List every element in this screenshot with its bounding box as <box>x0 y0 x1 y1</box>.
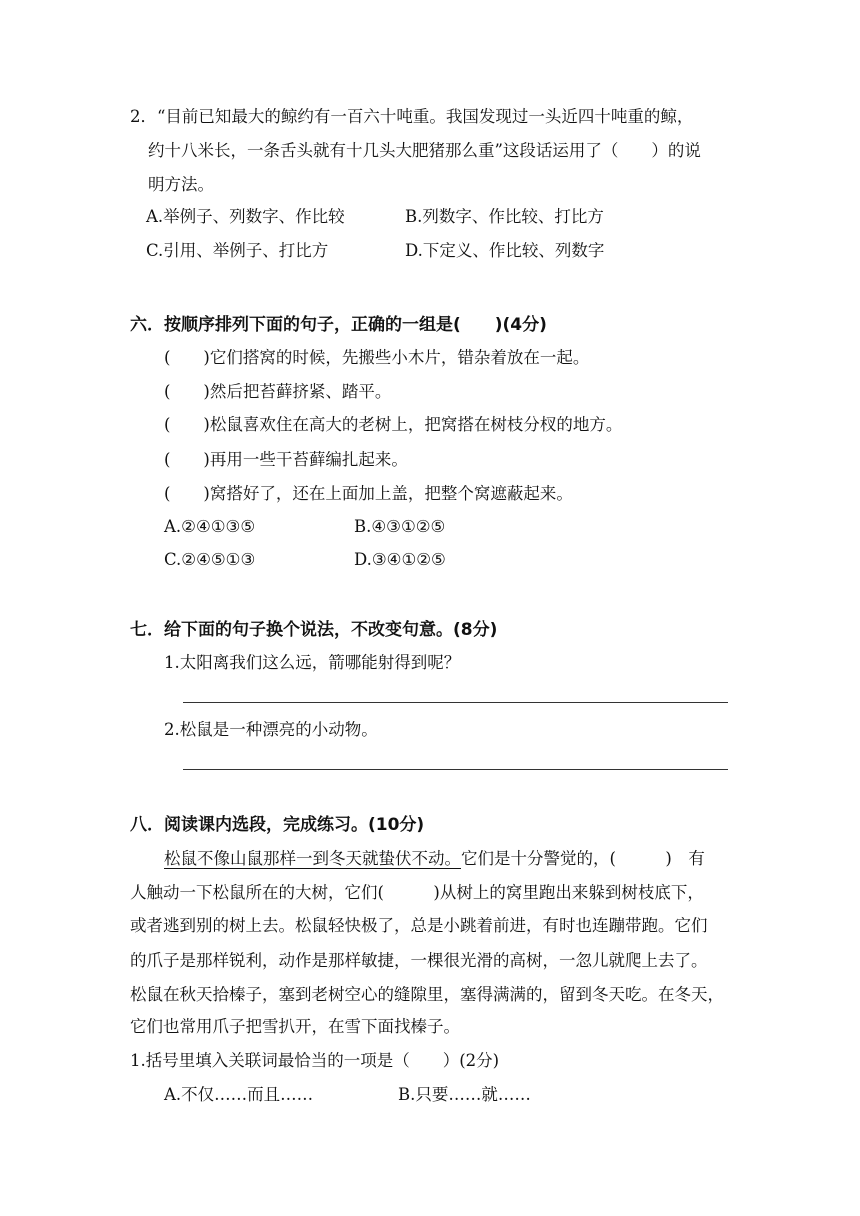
section7-item-1: 1.太阳离我们这么远，箭哪能射得到呢？ <box>164 653 461 672</box>
passage-line-3: 或者逃到别的树上去。松鼠轻快极了，总是小跳着前进，有时也连蹦带跑。它们 <box>130 916 708 935</box>
passage-line-1 <box>164 848 705 870</box>
section6-item-5: ( )窝搭好了，还在上面加上盖，把整个窝遮蔽起来。 <box>164 484 573 503</box>
answer-line-2[interactable] <box>183 769 728 770</box>
q2-line-2: 约十八米长，一条舌头就有十几头大肥猪那么重”这段话运用了（ ）的说 <box>148 141 701 160</box>
section6-item-4: ( )再用一些干苔藓编扎起来。 <box>164 450 408 469</box>
q2-option-c: C.引用、举例子、打比方 <box>146 241 329 260</box>
answer-line-1[interactable] <box>183 702 728 703</box>
section6-heading: 六．按顺序排列下面的句子，正确的一组是( )(4分) <box>130 315 547 335</box>
section8-question-1: 1.括号里填入关联词最恰当的一项是（ ）(2分) <box>130 1051 500 1070</box>
q2-option-d: D.下定义、作比较、列数字 <box>405 241 605 260</box>
passage-line-2: 人触动一下松鼠所在的大树，它们( )从树上的窝里跑出来躲到树枝底下， <box>130 883 704 902</box>
passage-line-5: 松鼠在秋天拾榛子，塞到老树空心的缝隙里，塞得满满的，留到冬天吃。在冬天， <box>130 985 724 1004</box>
q2-option-a: A.举例子、列数字、作比较 <box>146 207 345 226</box>
passage-line-4: 的爪子是那样锐利，动作是那样敏捷，一棵很光滑的高树，一忽儿就爬上去了。 <box>130 951 708 970</box>
section6-option-b: B.④③①②⑤ <box>354 517 446 536</box>
passage-line-6: 它们也常用爪子把雪扒开，在雪下面找榛子。 <box>130 1017 460 1036</box>
section8-option-a: A.不仅……而且…… <box>164 1085 314 1104</box>
section8-option-b: B.只要……就…… <box>398 1085 531 1104</box>
section7-item-2: 2.松鼠是一种漂亮的小动物。 <box>164 720 378 739</box>
section6-option-c: C.②④⑤①③ <box>164 550 256 569</box>
underlined-sentence: 松鼠不像山鼠那样一到冬天就蛰伏不动。 <box>164 849 461 868</box>
section6-item-1: ( )它们搭窝的时候，先搬些小木片，错杂着放在一起。 <box>164 348 590 367</box>
section6-item-2: ( )然后把苔藓挤紧、踏平。 <box>164 382 392 401</box>
section7-heading: 七．给下面的句子换个说法，不改变句意。(8分) <box>130 620 498 640</box>
q2-line-1: 2．“目前已知最大的鲸约有一百六十吨重。我国发现过一头近四十吨重的鲸， <box>130 107 694 126</box>
q2-line-3: 明方法。 <box>148 175 214 194</box>
section6-option-a: A.②④①③⑤ <box>164 517 256 536</box>
q2-option-b: B.列数字、作比较、打比方 <box>405 207 604 226</box>
passage-line-1-rest: 它们是十分警觉的，( ) 有 <box>461 849 705 868</box>
section8-heading: 八．阅读课内选段，完成练习。(10分) <box>130 815 425 835</box>
section6-item-3: ( )松鼠喜欢住在高大的老树上，把窝搭在树枝分杈的地方。 <box>164 415 623 434</box>
section6-option-d: D.③④①②⑤ <box>354 550 446 569</box>
